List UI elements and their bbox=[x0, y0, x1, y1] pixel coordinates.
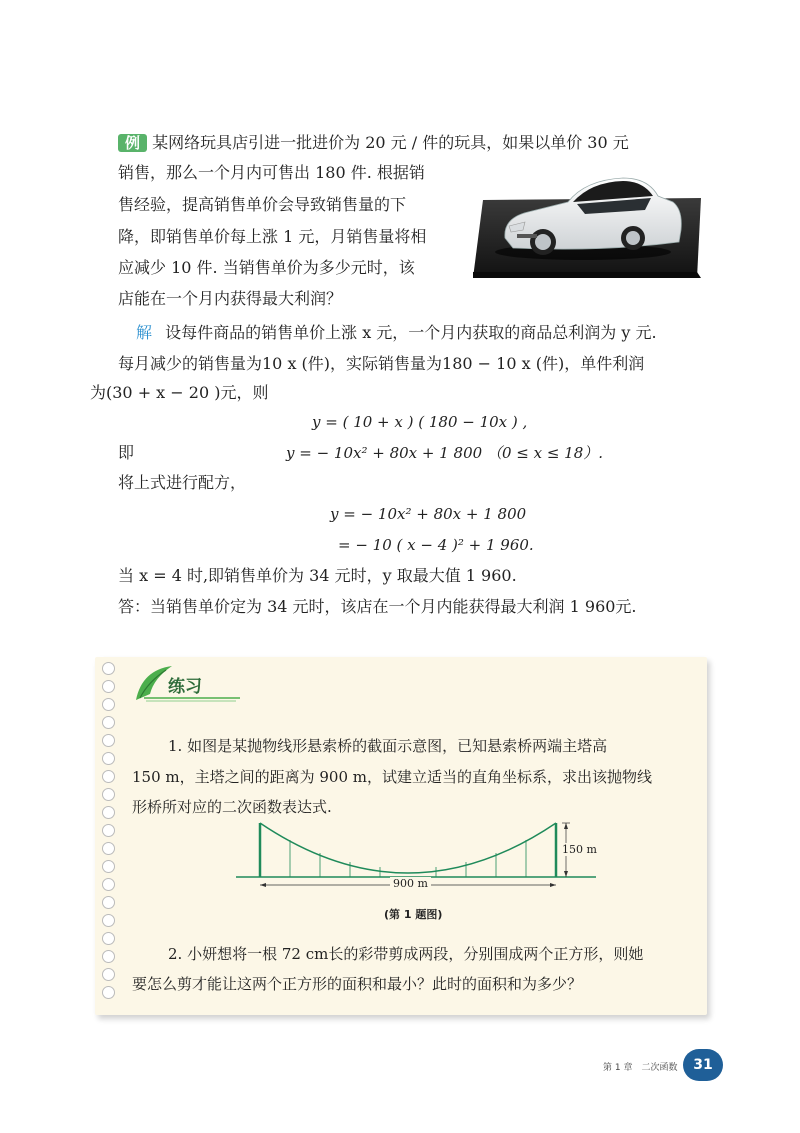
question-1-line-1: 1. 如图是某抛物线形悬索桥的截面示意图，已知悬索桥两端主塔高 bbox=[168, 737, 608, 755]
solution-text-4: 将上式进行配方， bbox=[118, 473, 247, 492]
example-text-2: 销售，那么一个月内可售出 180 件. 根据销 bbox=[118, 163, 425, 182]
ji-label: 即 bbox=[118, 443, 135, 462]
practice-title: 练习 bbox=[168, 677, 202, 697]
equation-2: y = − 10x² + 80x + 1 800 （0 ≤ x ≤ 18）. bbox=[286, 444, 604, 462]
question-1-line-3: 形桥所对应的二次函数表达式. bbox=[132, 798, 332, 816]
equation-3: y = − 10x² + 80x + 1 800 bbox=[330, 505, 527, 523]
question-2-line-2: 要怎么剪才能让这两个正方形的面积和最小？此时的面积和为多少？ bbox=[132, 975, 583, 993]
spiral-binding bbox=[98, 660, 124, 1010]
figure-span-label: 900 m bbox=[390, 877, 431, 890]
solution-text-1: 设每件商品的销售单价上涨 x 元，一个月内获取的商品总利润为 y 元. bbox=[165, 323, 657, 342]
toy-car-photo bbox=[473, 160, 701, 278]
solution-answer: 答：当销售单价定为 34 元时，该店在一个月内能获得最大利润 1 960元. bbox=[118, 597, 637, 616]
example-text-6: 店能在一个月内获得最大利润？ bbox=[118, 289, 343, 308]
figure-height-label: 150 m bbox=[562, 843, 597, 856]
solution-text-3: 为(30 + x − 20 )元，则 bbox=[90, 383, 269, 402]
example-tag: 例 bbox=[118, 134, 147, 152]
equation-4: = − 10 ( x − 4 )² + 1 960. bbox=[338, 536, 534, 554]
solution-line-1 bbox=[136, 318, 657, 348]
figure-caption: (第 1 题图) bbox=[384, 908, 443, 921]
equation-1: y = ( 10 + x ) ( 180 − 10x ) , bbox=[312, 413, 528, 431]
question-1-line-2: 150 m，主塔之间的距离为 900 m，试建立适当的直角坐标系，求出该抛物线 bbox=[132, 768, 653, 786]
example-text-1: 某网络玩具店引进一批进价为 20 元 / 件的玩具，如果以单价 30 元 bbox=[152, 133, 629, 152]
solution-text-2: 每月减少的销售量为10 x (件)，实际销售量为180 − 10 x (件)，单件利润 bbox=[118, 354, 645, 373]
solution-tag: 解 bbox=[136, 323, 153, 342]
question-2-line-1: 2. 小妍想将一根 72 cm长的彩带剪成两段，分别围成两个正方形，则她 bbox=[168, 945, 644, 963]
solution-text-5: 当 x = 4 时,即销售单价为 34 元时，y 取最大值 1 960. bbox=[118, 566, 517, 585]
example-line-1 bbox=[118, 128, 629, 158]
example-text-3: 售经验，提高销售单价会导致销售量的下 bbox=[118, 195, 407, 214]
example-text-5: 应减少 10 件. 当销售单价为多少元时，该 bbox=[118, 258, 415, 277]
page-number: 31 bbox=[683, 1049, 723, 1081]
example-text-4: 降，即销售单价每上涨 1 元，月销售量将相 bbox=[118, 227, 427, 246]
chapter-label: 第 1 章 二次函数 bbox=[603, 1063, 678, 1073]
